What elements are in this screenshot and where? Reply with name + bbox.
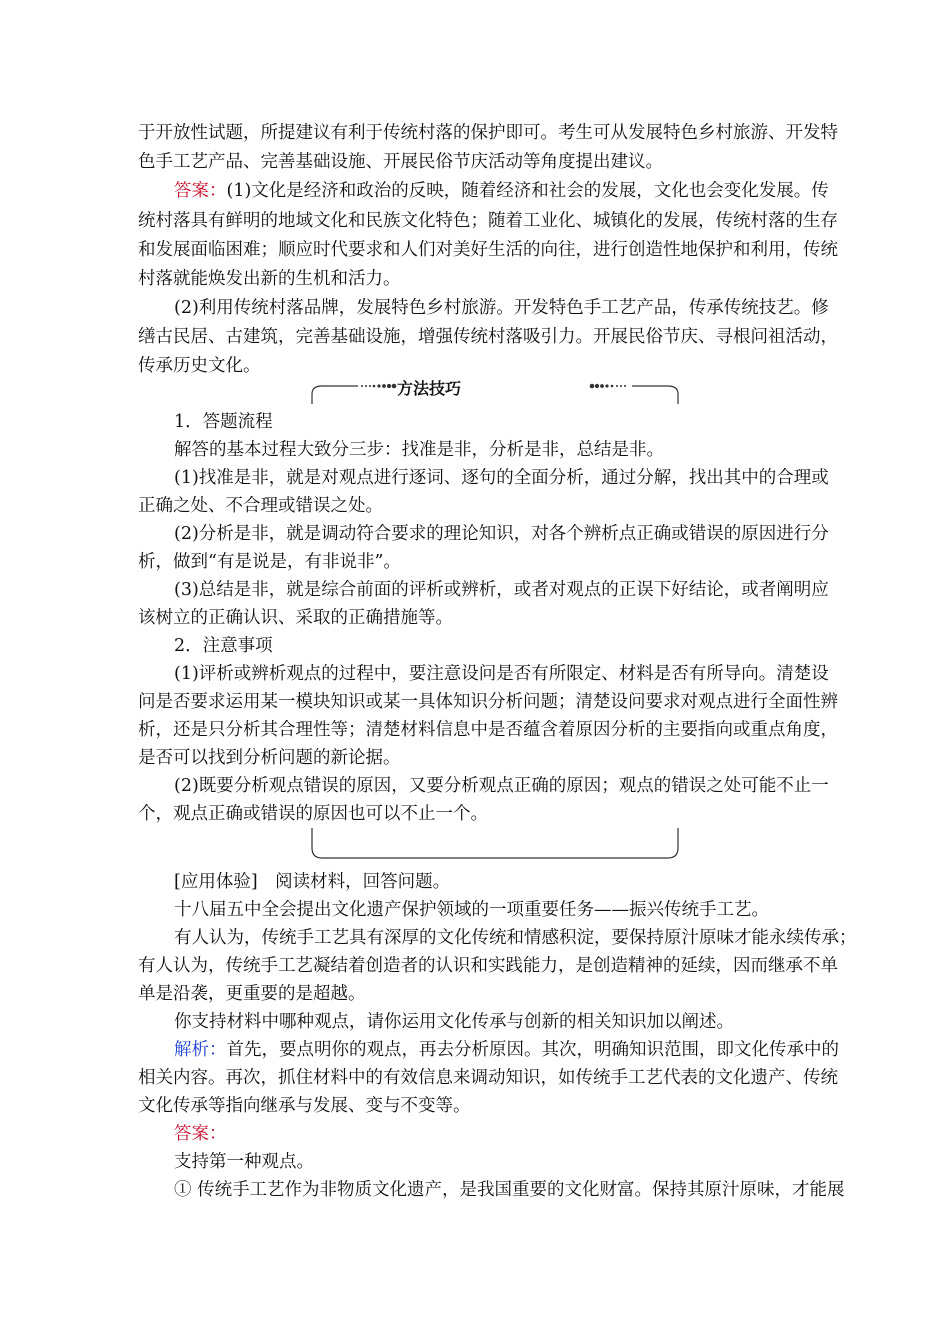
text-line: ① 传统手工艺作为非物质文化遗产，是我国重要的文化财富。保持其原汁原味，才能展 xyxy=(174,1180,845,1200)
text-line: 你支持材料中哪种观点，请你运用文化传承与创新的相关知识加以阐述。 xyxy=(174,1012,734,1032)
text-line: 十八届五中全会提出文化遗产保护领域的一项重要任务——振兴传统手工艺。 xyxy=(174,900,769,920)
text-line: 和发展面临困难；顺应时代要求和人们对美好生活的向往，进行创造性地保护和利用，传统 xyxy=(138,240,838,260)
text-line: [应用体验] 阅读材料，回答问题。 xyxy=(174,872,451,892)
text-line: 单是沿袭，更重要的是超越。 xyxy=(138,984,366,1004)
text-line: (1)评析或辨析观点的过程中，要注意设问是否有所限定、材料是否有所导向。清楚设 xyxy=(174,664,829,684)
text-line: (1)找准是非，就是对观点进行逐词、逐句的全面分析，通过分解，找出其中的合理或 xyxy=(174,468,829,488)
answer-line xyxy=(174,179,829,203)
method-box-top xyxy=(310,376,680,406)
analysis-text: 首先，要点明你的观点，再去分析原因。其次，明确知识范围，即文化传承中的 xyxy=(226,1040,839,1060)
text-line: 1．答题流程 xyxy=(174,412,273,432)
text-line: 缮古民居、古建筑，完善基础设施，增强传统村落吸引力。开展民俗节庆、寻根问祖活动， xyxy=(138,327,838,347)
text-line: 正确之处、不合理或错误之处。 xyxy=(138,496,383,516)
text-line: 问是否要求运用某一模块知识或某一具体知识分析问题；清楚设问要求对观点进行全面性辨 xyxy=(138,692,838,712)
text-line: 村落就能焕发出新的生机和活力。 xyxy=(138,269,401,289)
text-line: 相关内容。再次，抓住材料中的有效信息来调动知识，如传统手工艺代表的文化遗产、传统 xyxy=(138,1068,838,1088)
text-line: 个，观点正确或错误的原因也可以不止一个。 xyxy=(138,804,488,824)
text-line: (2)既要分析观点错误的原因，又要分析观点正确的原因；观点的错误之处可能不止一 xyxy=(174,776,829,796)
method-heading: 方法技巧 xyxy=(397,379,462,398)
text-line: 于开放性试题，所提建议有利于传统村落的保护即可。考生可从发展特色乡村旅游、开发特 xyxy=(138,123,838,143)
text-line: 色手工艺产品、完善基础设施、开展民俗节庆活动等角度提出建议。 xyxy=(138,152,663,172)
text-line: (3)总结是非，就是综合前面的评析或辨析，或者对观点的正误下好结论，或者阐明应 xyxy=(174,580,829,600)
text-line: 该树立的正确认识、采取的正确措施等。 xyxy=(138,608,453,628)
text-line: 析，还是只分析其合理性等；清楚材料信息中是否蕴含着原因分析的主要指向或重点角度， xyxy=(138,720,838,740)
text-line: 支持第一种观点。 xyxy=(174,1152,314,1172)
method-box-bottom xyxy=(310,826,680,862)
text-line: 有人认为，传统手工艺具有深厚的文化传统和情感积淀，要保持原汁原味才能永续传承； xyxy=(174,928,857,948)
answer-label: 答案： xyxy=(174,181,227,201)
text-line: 有人认为，传统手工艺凝结着创造者的认识和实践能力，是创造精神的延续，因而继承不单 xyxy=(138,956,838,976)
text-line: (2)分析是非，就是调动符合要求的理论知识，对各个辨析点正确或错误的原因进行分 xyxy=(174,524,829,544)
answer-text: (1)文化是经济和政治的反映，随着经济和社会的发展，文化也会变化发展。传 xyxy=(226,181,829,201)
answer-label: 答案： xyxy=(174,1124,227,1144)
text-line: 2．注意事项 xyxy=(174,636,273,656)
analysis-label: 解析： xyxy=(174,1040,227,1060)
text-line: 传承历史文化。 xyxy=(138,356,261,376)
analysis-line xyxy=(174,1038,839,1062)
text-line: 是否可以找到分析问题的新论据。 xyxy=(138,748,401,768)
text-line: 文化传承等指向继承与发展、变与不变等。 xyxy=(138,1096,471,1116)
text-line: 解答的基本过程大致分三步：找准是非，分析是非，总结是非。 xyxy=(174,440,664,460)
text-line: 析，做到“有是说是，有非说非”。 xyxy=(138,552,401,572)
text-line: 统村落具有鲜明的地域文化和民族文化特色；随着工业化、城镇化的发展，传统村落的生存 xyxy=(138,211,838,231)
text-line: (2)利用传统村落品牌，发展特色乡村旅游。开发特色手工艺产品，传承传统技艺。修 xyxy=(174,298,829,318)
